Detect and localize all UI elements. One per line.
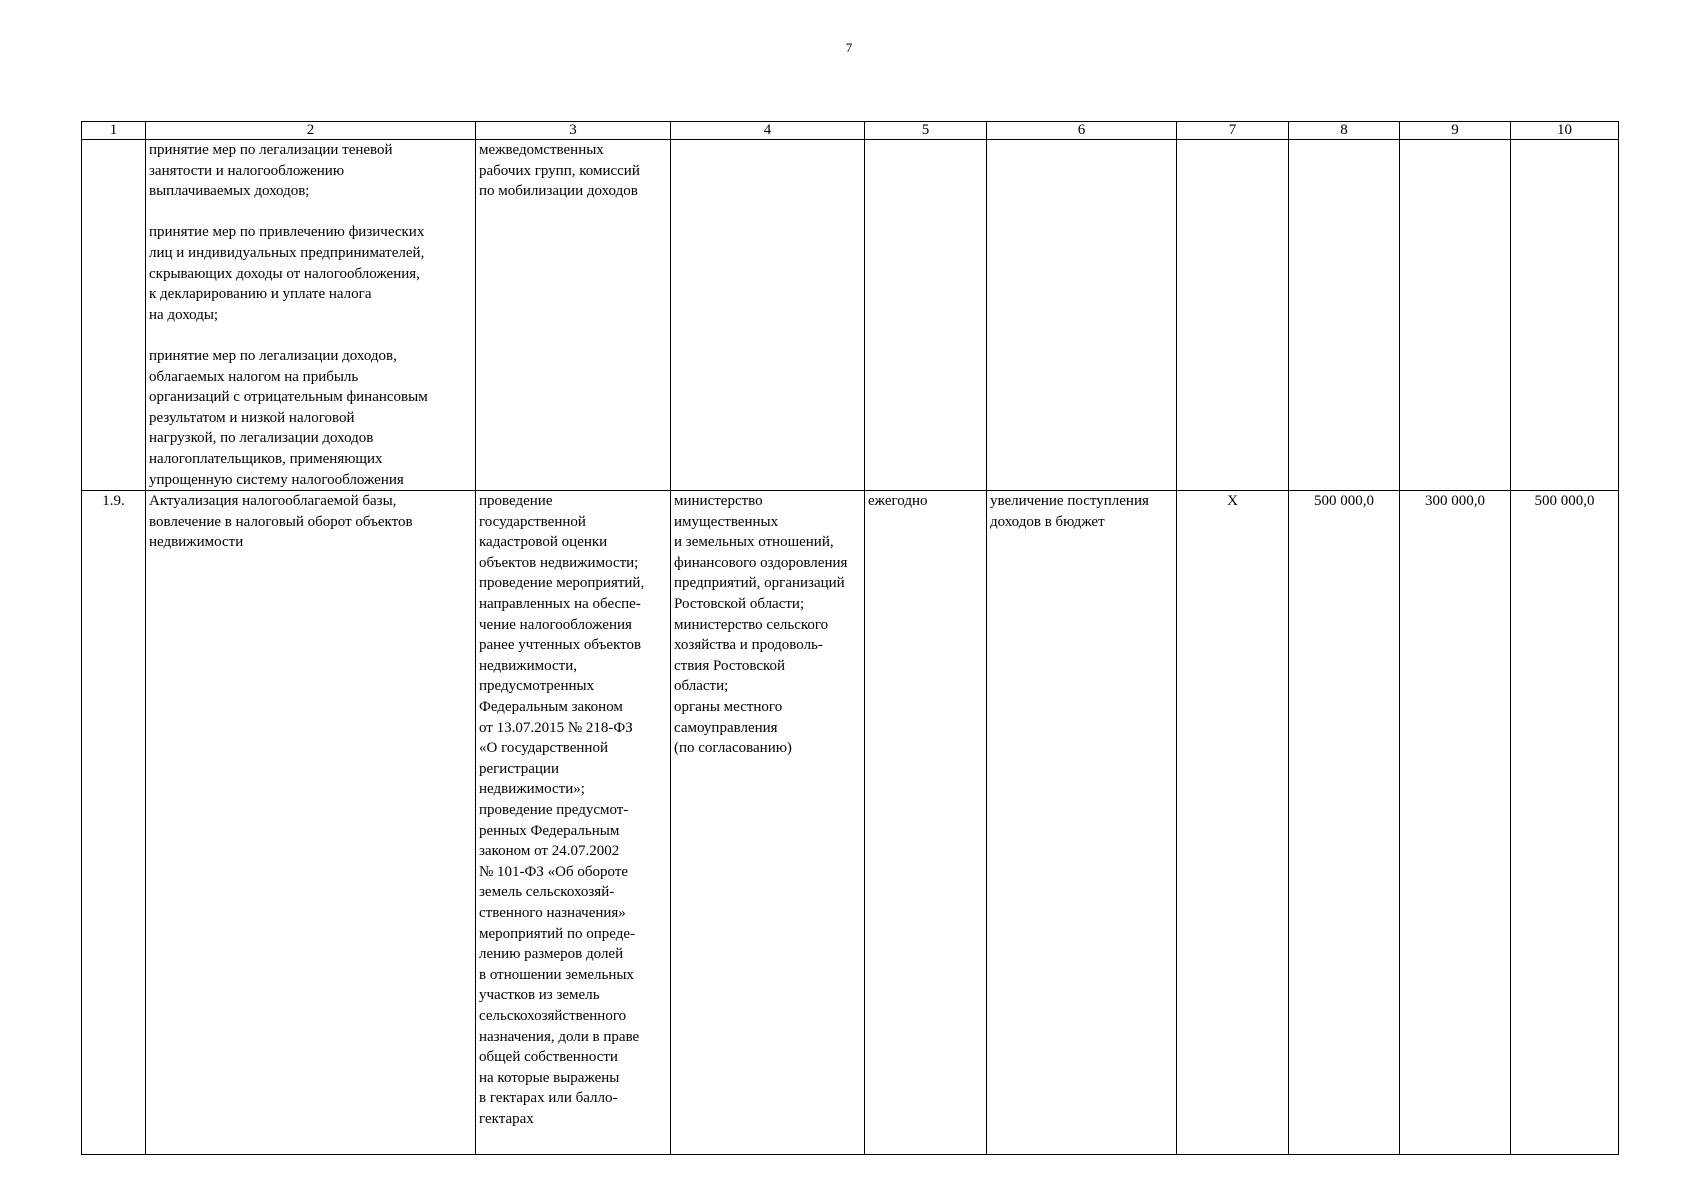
period-cell: [865, 140, 987, 491]
row-number: [82, 140, 146, 491]
header-cell: 9: [1400, 122, 1511, 140]
mechanism-cell: межведомственных рабочих групп, комиссий по мобилизации доходов: [476, 140, 671, 491]
header-cell: 5: [865, 122, 987, 140]
measures-table: [81, 121, 1619, 1155]
header-cell: 8: [1289, 122, 1400, 140]
period-cell: ежегодно: [865, 491, 987, 1155]
measure-cell: принятие мер по легализации теневой занятости и налогообложению выплачиваемых доходов; принятие мер по привлечению физических лиц и индивидуальных предпринимателей, скрывающих доходы от налогообложения, к декларированию и уплате налога на доходы; принятие мер по легализации доходов, облагаемых налогом на прибыль организаций с отрицательным финансовым результатом и низкой налоговой нагрузкой, по легализации доходов налогоплательщиков, применяющих упрощенную систему налогообложения: [146, 140, 476, 491]
table-row: [82, 140, 1619, 491]
col8-cell: [1289, 140, 1400, 491]
result-cell: [987, 140, 1177, 491]
header-cell: 1: [82, 122, 146, 140]
col8-cell: 500 000,0: [1289, 491, 1400, 1155]
mechanism-cell: проведение государственной кадастровой оценки объектов недвижимости; проведение мероприятий, направленных на обеспе- чение налогообложения ранее учтенных объектов недвижимости, предусмотренных Федеральным законом от 13.07.2015 № 218-ФЗ «О государственной регистрации недвижимости»; проведение предусмот- ренных Федеральным законом от 24.07.2002 № 101-ФЗ «Об обороте земель сельскохозяй- ственного назначения» мероприятий по опреде- лению размеров долей в отношении земельных участков из земель сельскохозяйственного назначения, доли в праве общей собственности на которые выражены в гектарах или балло- гектарах: [476, 491, 671, 1155]
row-number: 1.9.: [82, 491, 146, 1155]
result-cell: увеличение поступления доходов в бюджет: [987, 491, 1177, 1155]
col10-cell: 500 000,0: [1511, 491, 1619, 1155]
responsible-cell: [671, 140, 865, 491]
responsible-cell: министерство имущественных и земельных отношений, финансового оздоровления предприятий, организаций Ростовской области; министерство сельского хозяйства и продоволь- ствия Ростовской области; органы местного самоуправления (по согласованию): [671, 491, 865, 1155]
header-cell: 7: [1177, 122, 1289, 140]
header-row: [82, 122, 1619, 140]
table-row: [82, 491, 1619, 1155]
col10-cell: [1511, 140, 1619, 491]
header-cell: 2: [146, 122, 476, 140]
measure-cell: Актуализация налогооблагаемой базы, вовлечение в налоговый оборот объектов недвижимости: [146, 491, 476, 1155]
page-number: 7: [845, 40, 853, 55]
header-cell: 10: [1511, 122, 1619, 140]
col7-cell: [1177, 140, 1289, 491]
col9-cell: [1400, 140, 1511, 491]
header-cell: 6: [987, 122, 1177, 140]
header-cell: 4: [671, 122, 865, 140]
header-cell: 3: [476, 122, 671, 140]
col7-cell: Х: [1177, 491, 1289, 1155]
col9-cell: 300 000,0: [1400, 491, 1511, 1155]
